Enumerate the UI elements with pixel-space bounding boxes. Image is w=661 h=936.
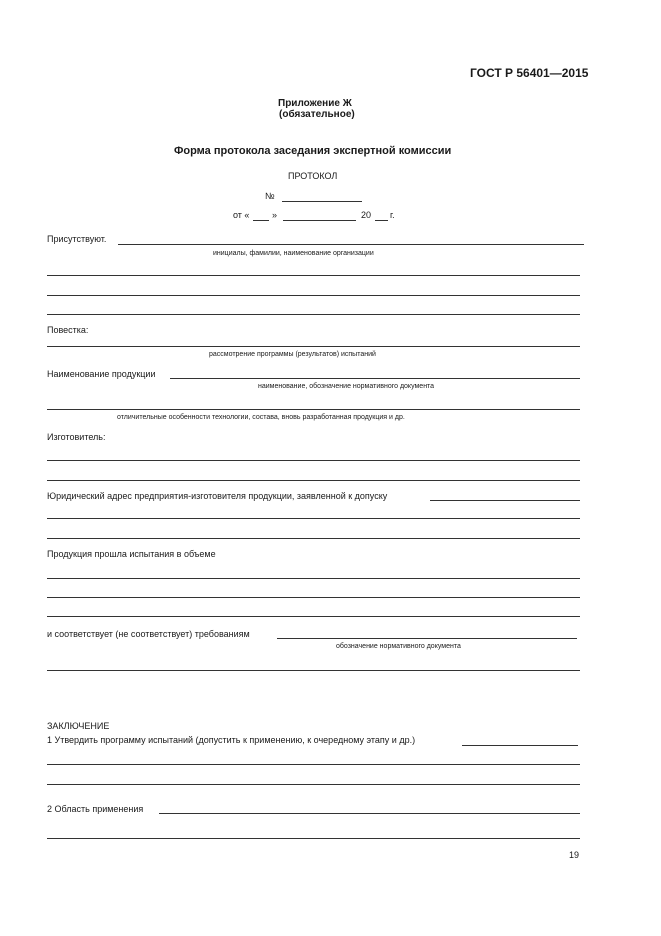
conclusion-item-1: 1 Утвердить программу испытаний (допустить к применению, к очередному этапу и др.) xyxy=(47,735,416,745)
appendix-status: (обязательное) xyxy=(279,109,355,120)
tests-line-3[interactable] xyxy=(47,616,580,617)
features-caption: отличительные особенности технологии, состава, вновь разработанная продукция и др. xyxy=(117,414,405,421)
date-year-prefix: 20 xyxy=(361,210,372,220)
date-mid: » xyxy=(272,210,278,220)
address-line-3[interactable] xyxy=(47,538,580,539)
manufacturer-label: Изготовитель: xyxy=(47,432,106,442)
number-label: № xyxy=(265,191,275,201)
conclusion-item-2: 2 Область применения xyxy=(47,804,144,814)
present-label: Присутствуют. xyxy=(47,234,107,244)
tests-line-1[interactable] xyxy=(47,578,580,579)
agenda-caption: рассмотрение программы (результатов) испытаний xyxy=(209,351,376,358)
address-field[interactable] xyxy=(430,500,580,501)
conclusion-item-1-field[interactable] xyxy=(462,745,578,746)
manufacturer-line-1[interactable] xyxy=(47,460,580,461)
conclusion-item-2-line-2[interactable] xyxy=(47,838,580,839)
manufacturer-line-2[interactable] xyxy=(47,480,580,481)
form-title: Форма протокола заседания экспертной комиссии xyxy=(174,145,452,157)
agenda-label: Повестка: xyxy=(47,325,89,335)
date-prefix: от « xyxy=(233,210,250,220)
product-field[interactable] xyxy=(170,378,580,379)
present-field[interactable] xyxy=(118,244,584,245)
present-line-4[interactable] xyxy=(47,314,580,315)
conclusion-heading: ЗАКЛЮЧЕНИЕ xyxy=(47,721,110,731)
date-year-field[interactable] xyxy=(375,220,388,221)
present-line-3[interactable] xyxy=(47,295,580,296)
tests-label: Продукция прошла испытания в объеме xyxy=(47,549,216,559)
compliance-caption: обозначение нормативного документа xyxy=(336,643,461,650)
conclusion-item-2-field[interactable] xyxy=(159,813,580,814)
page-number: 19 xyxy=(569,850,580,860)
compliance-field[interactable] xyxy=(277,638,577,639)
agenda-field[interactable] xyxy=(47,346,580,347)
features-field[interactable] xyxy=(47,409,580,410)
conclusion-line-3[interactable] xyxy=(47,784,580,785)
appendix-title: Приложение Ж xyxy=(278,98,352,109)
present-caption: инициалы, фамилии, наименование организации xyxy=(213,250,374,257)
address-label: Юридический адрес предприятия-изготовителя продукции, заявленной к допуску xyxy=(47,491,388,501)
compliance-label: и соответствует (не соответствует) требованиям xyxy=(47,629,250,639)
product-caption: наименование, обозначение нормативного документа xyxy=(258,383,435,390)
date-month-field[interactable] xyxy=(283,220,356,221)
conclusion-line-2[interactable] xyxy=(47,764,580,765)
address-line-2[interactable] xyxy=(47,518,580,519)
present-line-2[interactable] xyxy=(47,275,580,276)
product-label: Наименование продукции xyxy=(47,369,156,379)
date-suffix: г. xyxy=(390,210,395,220)
protocol-heading: ПРОТОКОЛ xyxy=(288,171,338,181)
number-field[interactable] xyxy=(282,201,362,202)
compliance-line-2[interactable] xyxy=(47,670,580,671)
tests-line-2[interactable] xyxy=(47,597,580,598)
date-day-field[interactable] xyxy=(253,220,269,221)
standard-number: ГОСТ Р 56401—2015 xyxy=(470,66,589,80)
